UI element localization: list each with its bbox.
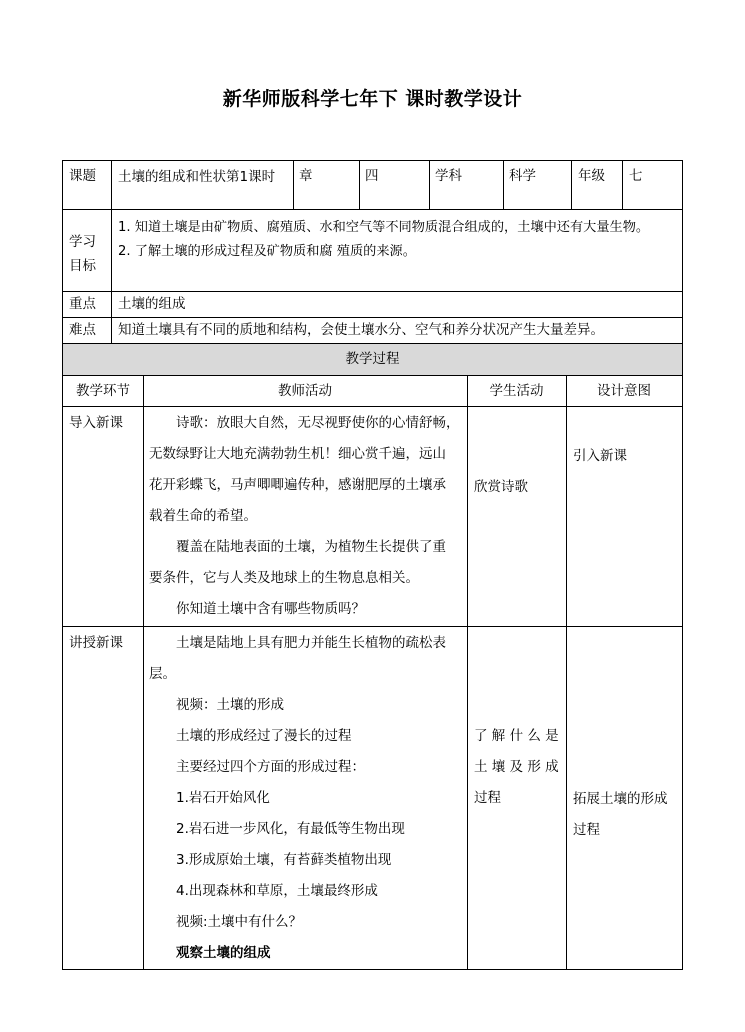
text-line: 过程	[573, 822, 600, 838]
student-activity-intro: 欣赏诗歌	[474, 479, 528, 495]
text-line: 观察土壤的组成	[176, 945, 271, 961]
difficulty-value: 知道土壤具有不同的质地和结构，会使土壤水分、空气和养分状况产生大量差异。	[118, 322, 604, 338]
topic-value-text: 土壤的组成和性状第1课时	[118, 169, 276, 185]
chapter-label: 章	[299, 168, 313, 184]
page-title: 新华师版科学七年下 课时教学设计	[222, 88, 523, 110]
teacher-activity-intro	[149, 408, 465, 625]
text-line: 层。	[149, 666, 176, 682]
text-line: 载着生命的希望。	[149, 508, 257, 524]
key-point-value: 土壤的组成	[118, 296, 186, 312]
text-line: 4.出现森林和草原，土壤最终形成	[176, 883, 378, 899]
text-line: 了 解 什 么 是	[474, 728, 559, 744]
design-intent-new-lesson	[573, 784, 681, 846]
text-line: 要条件，它与人类及地球上的生物息息相关。	[149, 570, 419, 586]
topic-value	[118, 166, 290, 188]
student-activity-new-lesson	[474, 721, 564, 814]
lesson-table	[62, 160, 683, 970]
column-header-intent: 设计意图	[597, 383, 651, 399]
text-line: 无数绿野让大地充满勃勃生机！细心赏千遍，远山	[149, 446, 446, 462]
text-line: 土壤的形成经过了漫长的过程	[176, 728, 352, 744]
text-line: 过程	[474, 790, 501, 806]
objective-item: 1. 知道土壤是由矿物质、腐殖质、水和空气等不同物质混合组成的，土壤中还有大量生物。	[118, 220, 650, 235]
topic-label: 课题	[69, 168, 96, 184]
text-line: 视频:土壤中有什么？	[176, 914, 303, 930]
subject-label: 学科	[435, 168, 462, 184]
design-intent-intro: 引入新课	[573, 448, 627, 464]
text-line: 主要经过四个方面的形成过程：	[176, 759, 365, 775]
text-line: 你知道土壤中含有哪些物质吗？	[176, 601, 365, 617]
column-header-stage: 教学环节	[76, 383, 130, 399]
text-line: 2.岩石进一步风化，有最低等生物出现	[176, 821, 405, 837]
objectives-label	[69, 230, 99, 278]
text-line: 视频：土壤的形成	[176, 697, 284, 713]
text-line: 花开彩蝶飞，马声唧唧遍传种，感谢肥厚的土壤承	[149, 477, 446, 493]
stage-intro: 导入新课	[69, 415, 123, 431]
text-line: 覆盖在陆地表面的土壤，为植物生长提供了重	[176, 539, 446, 555]
text-line: 诗歌：放眼大自然，无尽视野使你的心情舒畅，	[176, 415, 460, 431]
column-header-teacher: 教师活动	[278, 383, 332, 399]
process-heading: 教学过程	[345, 351, 400, 367]
stage-new-lesson: 讲授新课	[69, 635, 123, 651]
chapter-value: 四	[365, 168, 379, 184]
grade-label: 年级	[578, 168, 605, 184]
text-line: 土壤是陆地上具有肥力并能生长植物的疏松表	[176, 635, 446, 651]
objectives-label-text: 学习目标	[69, 234, 96, 274]
text-line: 土 壤 及 形 成	[474, 759, 559, 775]
key-point-label: 重点	[69, 296, 96, 312]
objectives-list	[118, 216, 683, 264]
difficulty-label: 难点	[69, 322, 96, 338]
text-line: 3.形成原始土壤，有苔藓类植物出现	[176, 852, 392, 868]
column-header-student: 学生活动	[489, 383, 544, 399]
objective-item: 2. 了解土壤的形成过程及矿物质和腐 殖质的来源。	[118, 244, 416, 259]
subject-value: 科学	[509, 168, 536, 184]
text-line: 拓展土壤的形成	[573, 791, 668, 807]
text-line: 1.岩石开始风化	[176, 790, 270, 806]
grade-value: 七	[629, 168, 643, 184]
teacher-activity-new-lesson	[149, 628, 465, 969]
